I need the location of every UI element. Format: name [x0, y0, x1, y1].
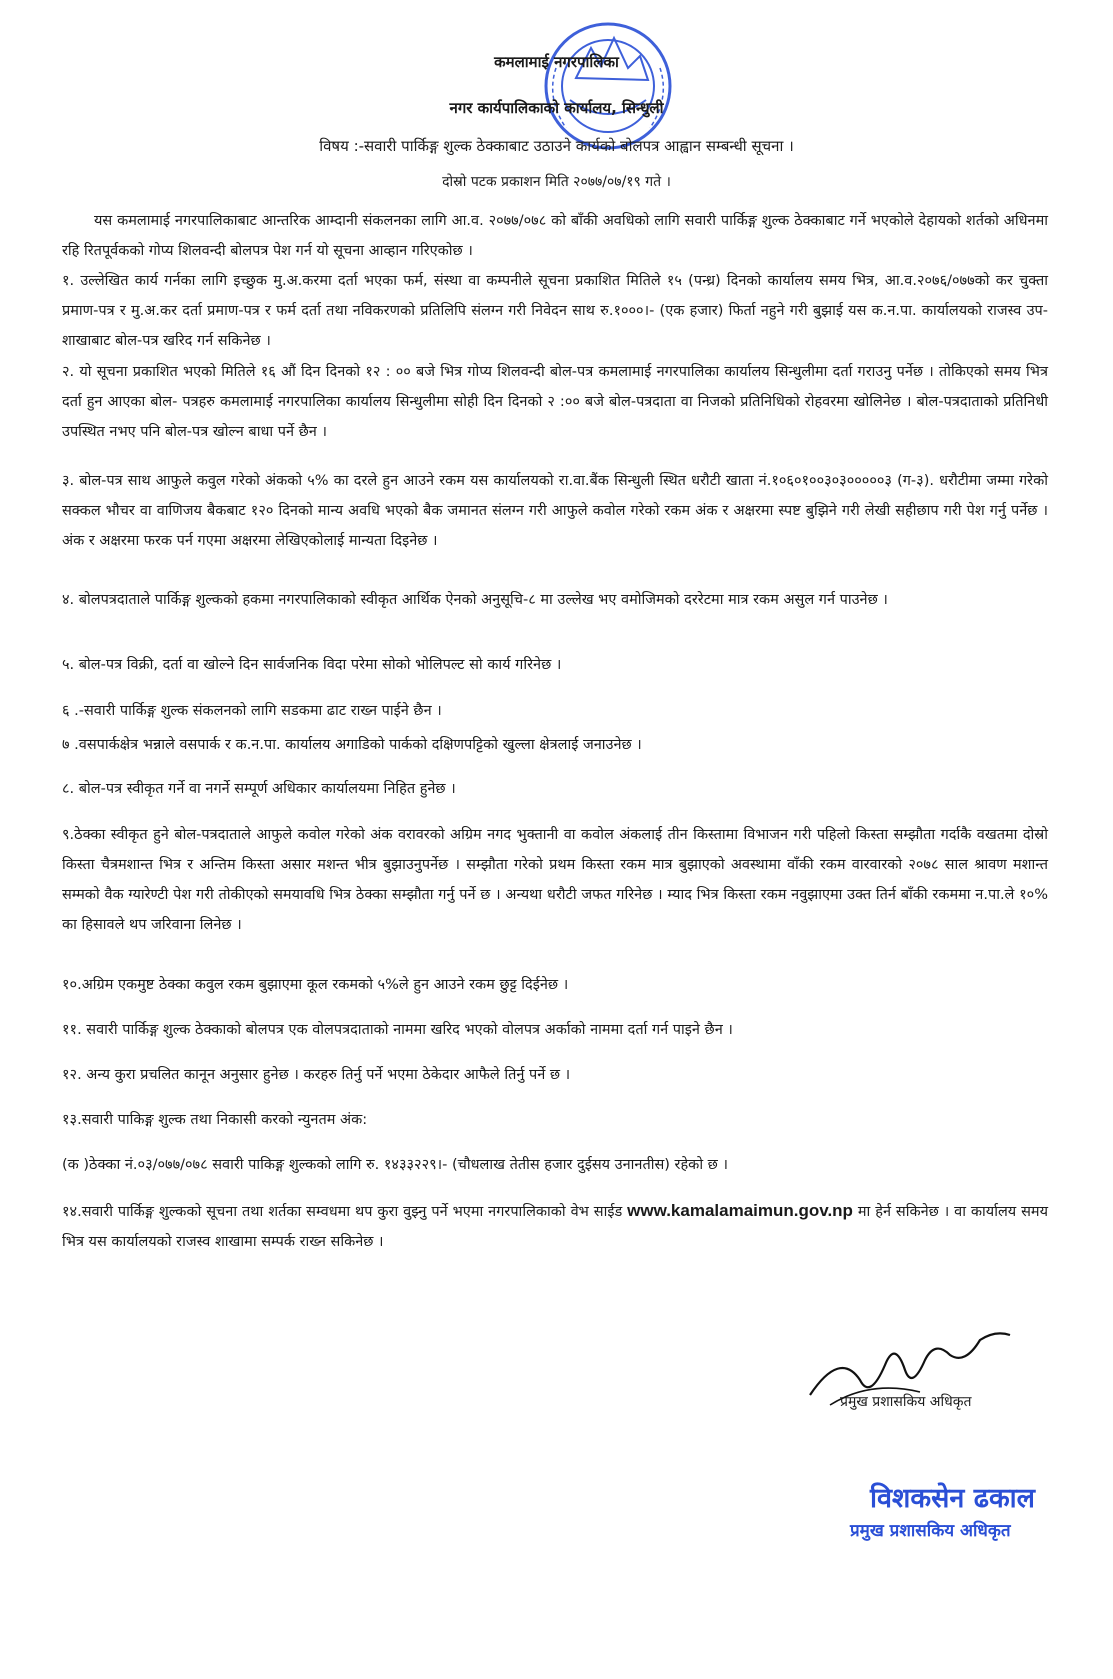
official-stamp: [850, 1480, 1090, 1544]
office-name: नगर कार्यपालिकाको कार्यालय, सिन्धुली: [449, 99, 664, 117]
condition-item-13-a: (क )ठेक्का नं.०३/०७७/०७८ सवारी पाकिङ्ग शुल्कको लागि रु. १४३३२२९।- (चौधलाख तेतीस हजार दुईसय उनानतीस) रहेको छ ।: [62, 1157, 728, 1173]
condition-item-7: ७ .वसपार्कक्षेत्र भन्नाले वसपार्क र क.न.पा. कार्यालय अगाडिको पार्कको दक्षिणपट्टिको खुल्ला क्षेत्रलाई जनाउनेछ ।: [62, 737, 642, 753]
condition-item-14: [62, 1196, 1048, 1257]
stamp-name: विशकसेन ढकाल: [870, 1483, 1035, 1514]
intro-paragraph: यस कमलामाई नगरपालिकाबाट आन्तरिक आम्दानी संकलनका लागि आ.व. २०७७/०७८ को बाँकी अवधिको लागि सवारी पार्किङ्ग शुल्क ठेक्काबाट गर्ने भएकोले देहायको शर्तको अधिनमा रहि रितपूर्वकको गोप्य शिलवन्दी बोलपत्र पेश गर्न यो सूचना आव्हान गरिएकोछ ।: [62, 213, 1048, 259]
condition-item-13: १३.सवारी पाकिङ्ग शुल्क तथा निकासी करको न्युनतम अंक:: [62, 1112, 368, 1128]
condition-item-10: १०.अग्रिम एकमुष्ट ठेक्का कवुल रकम बुझाएमा कूल रकमको ५%ले हुन आउने रकम छुट्ट दिईनेछ ।: [62, 977, 569, 993]
website-link[interactable]: www.kamalamaimun.gov.np: [627, 1201, 853, 1220]
condition-item-11: ११. सवारी पार्किङ्ग शुल्क ठेक्काको बोलपत्र एक वोलपत्रदाताको नाममा खरिद भएको वोलपत्र अर्काको नाममा दर्ता गर्न पाइने छैन ।: [62, 1022, 733, 1038]
item14-text-after: मा हेर्न सकिनेछ । वा कार्यालय समय भित्र यस कार्यालयको राजस्व शाखामा सम्पर्क राख्न सकिनेछ ।: [62, 1204, 1049, 1250]
condition-item-5: ५. बोल-पत्र विक्री, दर्ता वा खोल्ने दिन सार्वजनिक विदा परेमा सोको भोलिपल्ट सो कार्य गरिनेछ ।: [62, 657, 562, 673]
condition-item-8: ८. बोल-पत्र स्वीकृत गर्ने वा नगर्ने सम्पूर्ण अधिकार कार्यालयमा निहित हुनेछ ।: [62, 781, 456, 797]
condition-item-9: ९.ठेक्का स्वीकृत हुने बोल-पत्रदाताले आफुले कवोल गरेको अंक वरावरको अग्रिम नगद भुक्तानी वा कवोल अंकलाई तीन किस्तामा विभाजन गरी पहिलो किस्ता सम्झौता गर्दाकै वखतमा दोस्रो किस्ता चैत्रमशान्त भित्र र अन्तिम किस्ता असार मशन्त भीत्र बुझाउनुपर्नेछ । सम्झौता गरेको प्रथम किस्ता रकम मात्र बुझाएको अवस्थामा वाँकी रकम वारवारको २०७८ साल श्रावण मशान्त सम्मको वैक ग्यारेण्टी पेश गरी तोकीएको समयावधि भित्र ठेक्का सम्झौता गर्नु पर्ने छ । अन्यथा धरौटी जफत गरिनेछ । म्याद भित्र किस्ता रकम नवुझाएमा उक्त तिर्न बाँकी रकममा न.पा.ले १०% का हिसावले थप जरिवाना लिनेछ ।: [62, 827, 1048, 933]
condition-item-6: ६ .-सवारी पार्किङ्ग शुल्क संकलनको लागि सडकमा ढाट राख्न पाईने छैन ।: [62, 703, 442, 719]
condition-item-2: २. यो सूचना प्रकाशित भएको मितिले १६ औं दिन दिनको १२ : ०० बजे भित्र गोप्य शिलवन्दी बोल-पत्र कमलामाई नगरपालिका कार्यालय सिन्धुलीमा दर्ता गराउनु पर्नेछ । तोकिएको समय भित्र दर्ता हुन आएका बोल- पत्रहरु कमलामाई नगरपालिका कार्यालय सिन्धुलीमा सोही दिन दिनको २ :०० बजे बोल-पत्रदाता वा निजको प्रतिनिधिको रोहवरमा खोलिनेछ । बोल-पत्रदाताको प्रतिनिधी उपस्थित नभए पनि बोल-पत्र खोल्न बाधा पर्ने छैन ।: [62, 364, 1048, 440]
publication-date: दोस्रो पटक प्रकाशन मिति २०७७/०७/१९ गते ।: [442, 174, 671, 190]
signatory-title: प्रमुख प्रशासकिय अधिकृत: [840, 1394, 972, 1410]
item14-text-before: १४.सवारी पार्किङ्ग शुल्कको सूचना तथा शर्तका सम्वधमा थप कुरा वुझ्नु पर्ने भएमा नगरपालिकाको वेभ साईड: [62, 1204, 623, 1220]
condition-item-1: १. उल्लेखित कार्य गर्नका लागि इच्छुक मु.अ.करमा दर्ता भएका फर्म, संस्था वा कम्पनीले सूचना प्रकाशित मितिले १५ (पन्ध्र) दिनको कार्यालय समय भित्र, आ.व.२०७६/०७७को कर चुक्ता प्रमाण-पत्र र मु.अ.कर दर्ता प्रमाण-पत्र र फर्म दर्ता तथा नविकरणको प्रतिलिपि संलग्न गरी निवेदन साथ रु.१०००।- (एक हजार) फिर्ता नहुने गरी बुझाई यस क.न.पा. कार्यालयको राजस्व उप-शाखाबाट बोल-पत्र खरिद गर्न सकिनेछ ।: [62, 273, 1048, 349]
condition-item-12: १२. अन्य कुरा प्रचलित कानून अनुसार हुनेछ । करहरु तिर्नु पर्ने भएमा ठेकेदार आफैले तिर्नु पर्ने छ ।: [62, 1067, 571, 1083]
condition-item-4: ४. बोलपत्रदाताले पार्किङ्ग शुल्कको हकमा नगरपालिकाको स्वीकृत आर्थिक ऐनको अनुसूचि-८ मा उल्लेख भए वमोजिमको दररेटमा मात्र रकम असुल गर्न पाउनेछ ।: [62, 592, 888, 608]
condition-item-3: ३. बोल-पत्र साथ आफुले कवुल गरेको अंकको ५% का दरले हुन आउने रकम यस कार्यालयको रा.वा.बैंक सिन्धुली स्थित धरौटी खाता नं.१०६०१००३०३०००००३ (ग-३). धरौटीमा जम्मा गरेको सक्कल भौचर वा वाणिजय बैकबाट १२० दिनको मान्य अवधि भएको बैक जमानत संलग्न गरी आफुले कवोल गरेको रकम अंक र अक्षरमा स्पष्ट बुझिने गरी लेखी सहीछाप गरी पेश गर्नु पर्नेछ । अंक र अक्षरमा फरक पर्न गएमा अक्षरमा लेखिएकोलाई मान्यता दिइनेछ ।: [62, 473, 1048, 549]
stamp-title: प्रमुख प्रशासकिय अधिकृत: [850, 1521, 1011, 1541]
notice-subject: विषय :-सवारी पार्किङ्ग शुल्क ठेक्काबाट उठाउने कार्यको बोलपत्र आह्वान सम्बन्धी सूचना ।: [319, 137, 794, 155]
municipality-name: कमलामाई नगरपालिका: [494, 53, 619, 71]
